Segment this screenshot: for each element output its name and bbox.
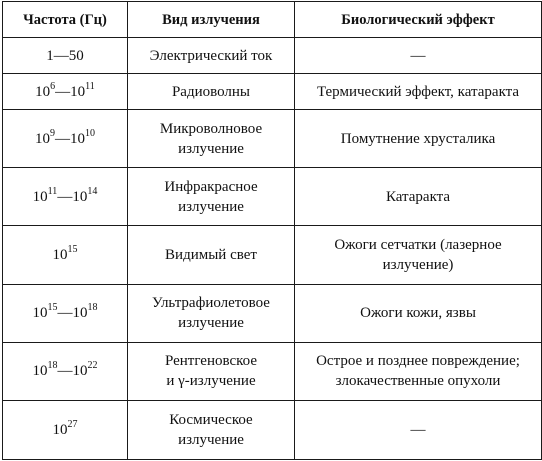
biological-effect-cell: — bbox=[295, 38, 542, 74]
frequency-cell: $10^{11}—10^{14}$ bbox=[3, 168, 128, 226]
frequency-cell: $10^{27}$ bbox=[3, 400, 128, 459]
header-frequency: Частота (Гц) bbox=[3, 2, 128, 38]
radiation-type-cell: Рентгеновское и γ-излучение bbox=[128, 342, 295, 400]
frequency-cell: $10^{15}—10^{18}$ bbox=[3, 284, 128, 342]
biological-effect-cell: Ожоги кожи, язвы bbox=[295, 284, 542, 342]
biological-effect-cell: — bbox=[295, 400, 542, 459]
table-row bbox=[3, 226, 542, 284]
biological-effect-cell: Помутнение хрусталика bbox=[295, 110, 542, 168]
table-row bbox=[3, 168, 542, 226]
biological-effect-cell: Термический эффект, катаракта bbox=[295, 74, 542, 110]
radiation-type-cell: Радиоволны bbox=[128, 74, 295, 110]
frequency-cell: $10^9—10^{10}$ bbox=[3, 110, 128, 168]
table-row bbox=[3, 342, 542, 400]
radiation-type-cell: Микроволновое излучение bbox=[128, 110, 295, 168]
radiation-type-cell: Электрический ток bbox=[128, 38, 295, 74]
radiation-type-cell: Космическое излучение bbox=[128, 400, 295, 459]
header-radiation-type: Вид излучения bbox=[128, 2, 295, 38]
table-row bbox=[3, 284, 542, 342]
radiation-table bbox=[2, 1, 542, 460]
frequency-cell: $10^{15}$ bbox=[3, 226, 128, 284]
frequency-cell: 1—50 bbox=[3, 38, 128, 74]
radiation-type-cell: Ультрафиолетовое излучение bbox=[128, 284, 295, 342]
biological-effect-cell: Катаракта bbox=[295, 168, 542, 226]
radiation-type-cell: Видимый свет bbox=[128, 226, 295, 284]
table-row bbox=[3, 110, 542, 168]
biological-effect-cell: Острое и позднее повреждение; злокачественные опухоли bbox=[295, 342, 542, 400]
biological-effect-cell: Ожоги сетчатки (лазерное излучение) bbox=[295, 226, 542, 284]
table-row bbox=[3, 400, 542, 459]
header-biological-effect: Биологический эффект bbox=[295, 2, 542, 38]
frequency-cell: $10^{18}—10^{22}$ bbox=[3, 342, 128, 400]
table-row bbox=[3, 74, 542, 110]
frequency-cell: $10^6—10^{11}$ bbox=[3, 74, 128, 110]
header-row bbox=[3, 2, 542, 38]
table-row bbox=[3, 38, 542, 74]
radiation-type-cell: Инфракрасное излучение bbox=[128, 168, 295, 226]
